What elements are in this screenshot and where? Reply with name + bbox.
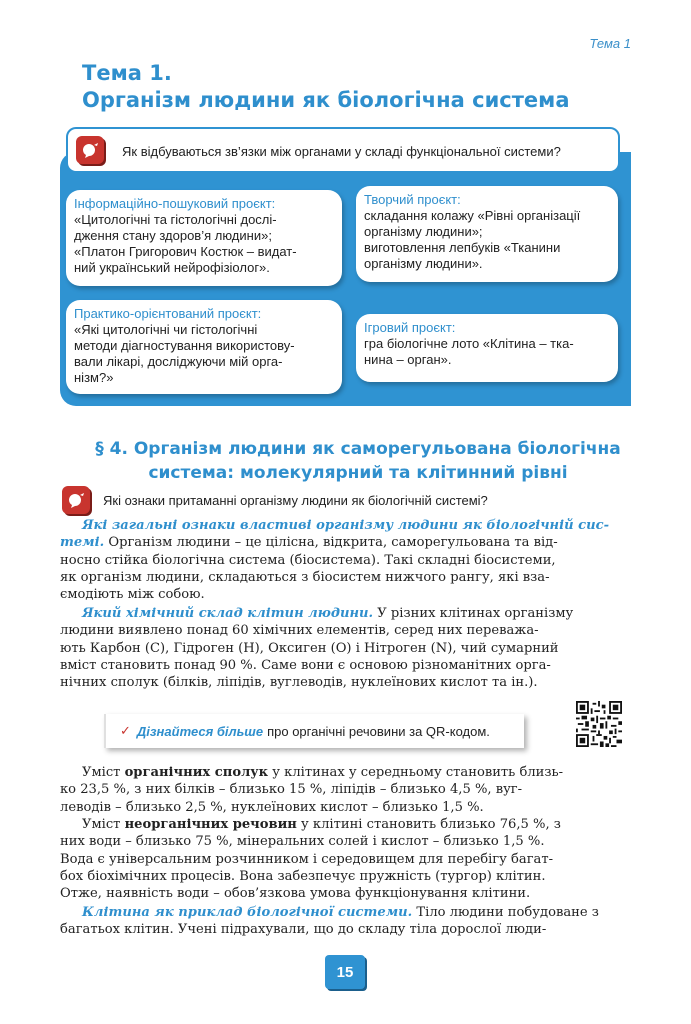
project-card-game (356, 314, 618, 382)
project-title: Творчий проєкт: (364, 192, 461, 207)
qr-code-icon[interactable] (576, 701, 622, 747)
running-head: Тема 1 (589, 36, 631, 51)
paragraph-cell-as-system (60, 904, 632, 939)
paragraph-text: бох біохімічних процесів. Вона забезпечує пружність (тургор) клітин. (60, 868, 546, 884)
project-line: нина – орган». (364, 352, 452, 367)
paragraph-organic-compounds (60, 764, 632, 816)
paragraph-text: багатьох клітин. Учені підрахували, що до складу тіла дорослої люди- (60, 922, 547, 938)
project-line: «Платон Григорович Костюк – видат- (74, 244, 297, 259)
project-line: «Цитологічні та гістологічні дослі- (74, 212, 277, 227)
paragraph-text: У різних клітинах організму (373, 606, 574, 621)
paragraph-text: Вода є універсальним розчинником і середовищем для перебігу багат- (60, 851, 554, 867)
project-line: ний український нейрофізіолог». (74, 260, 270, 275)
paragraph-text: леводів – близько 2,5 %, нуклеїнових кислот – близько 1,5 %. (60, 799, 484, 815)
paragraph-text: носно стійка біологічна система (біосистема). Такі складні біосистеми, (60, 552, 556, 568)
learn-more-box (104, 714, 524, 748)
paragraph-text: ко 23,5 %, з них білків – близько 15 %, ліпідів – близько 4,5 %, вуг- (60, 782, 523, 798)
project-card-creative (356, 186, 618, 282)
question-icon (76, 136, 104, 164)
paragraph-heading: Який хімічний склад клітин людини. (82, 606, 374, 621)
paragraph-inorganic-substances (60, 816, 632, 902)
intro-question-text: Як відбуваються зв’язки між органами у складі функціональної системи? (122, 144, 561, 159)
paragraph-text: Отже, наявність води – обов’язкова умова функціонування клітини. (60, 886, 531, 902)
project-card-info (66, 190, 342, 286)
paragraph-chemical-composition (60, 605, 632, 691)
project-title: Практико-орієнтований проєкт: (74, 306, 262, 321)
section-question-text: Які ознаки притаманні організму людини як біологічній системі? (103, 493, 488, 508)
project-line: методи діагностування використову- (74, 338, 295, 353)
paragraph-heading: Які загальні ознаки властиві організму людини як біологічній сис- (82, 518, 610, 533)
paragraph-text: Організм людини – це цілісна, відкрита, саморегульована та від- (104, 535, 558, 551)
check-icon: ✓ (120, 723, 131, 738)
paragraph-text: як організм людини, складаються з біосистем нижчого рангу, які вза- (60, 569, 550, 585)
paragraph-heading: темі. (60, 535, 105, 551)
paragraph-text: вміст становить понад 90 %. Саме вони є основою різноманітних орга- (60, 657, 551, 673)
page-number: 15 (325, 955, 365, 989)
project-line: вали лікарі, досліджуючи мій орга- (74, 354, 283, 369)
paragraph-text: людини виявлено понад 60 хімічних елементів, серед них переважа- (60, 623, 539, 639)
project-line: складання колажу «Рівні організації (364, 208, 581, 223)
project-line: нізм?» (74, 370, 114, 385)
topic-name: Організм людини як біологічна система (82, 88, 570, 112)
paragraph-text: Тіло людини побудоване з (412, 905, 599, 920)
paragraph-text: у клітинах у середньому становить близь- (268, 765, 564, 780)
project-line: організму людини». (364, 256, 483, 271)
question-icon (62, 486, 90, 514)
paragraph-text: нічних сполук (білків, ліпідів, вуглеводів, нуклеїнових кислот та ін.). (60, 675, 538, 691)
topic-title (82, 60, 570, 114)
section-title-line: § 4. Організм людини як саморегульована біологічна (95, 439, 621, 459)
learn-more-emphasis: Дізнайтеся більше (136, 723, 264, 739)
paragraph-text: Уміст (82, 765, 125, 780)
topic-number: Тема 1. (82, 61, 172, 85)
project-line: виготовлення лепбуків «Тканини (364, 240, 561, 255)
paragraph-term: неорганічних речовин (124, 817, 297, 832)
project-line: організму людини»; (364, 224, 483, 239)
project-title: Ігровий проєкт: (364, 320, 456, 335)
project-line: дження стану здоров’я людини»; (74, 228, 272, 243)
section-title-line: система: молекулярний та клітинний рівні (148, 463, 568, 483)
paragraph-general-features (60, 517, 632, 603)
project-line: «Які цитологічні чи гістологічні (74, 322, 258, 337)
project-line: гра біологічне лото «Клітина – тка- (364, 336, 574, 351)
paragraph-text: Уміст (82, 817, 125, 832)
paragraph-text: них води – близько 75 %, мінеральних солей і кислот – близько 1,5 %. (60, 834, 545, 850)
paragraph-text: ють Карбон (С), Гідроген (Н), Оксиген (О) і Нітроген (N), чий сумарний (60, 640, 559, 656)
paragraph-heading: Клітина як приклад біологічної системи. (82, 905, 413, 920)
paragraph-text: у клітині становить близько 76,5 %, з (296, 817, 561, 832)
project-title: Інформаційно-пошуковий проєкт: (74, 196, 276, 211)
paragraph-text: ємодіють між собою. (60, 587, 205, 603)
project-card-practical (66, 300, 342, 394)
intro-question-box (66, 127, 620, 173)
learn-more-text: про органічні речовини за QR-кодом. (267, 723, 490, 739)
paragraph-term: органічних сполук (124, 765, 269, 780)
section-title (78, 437, 638, 485)
